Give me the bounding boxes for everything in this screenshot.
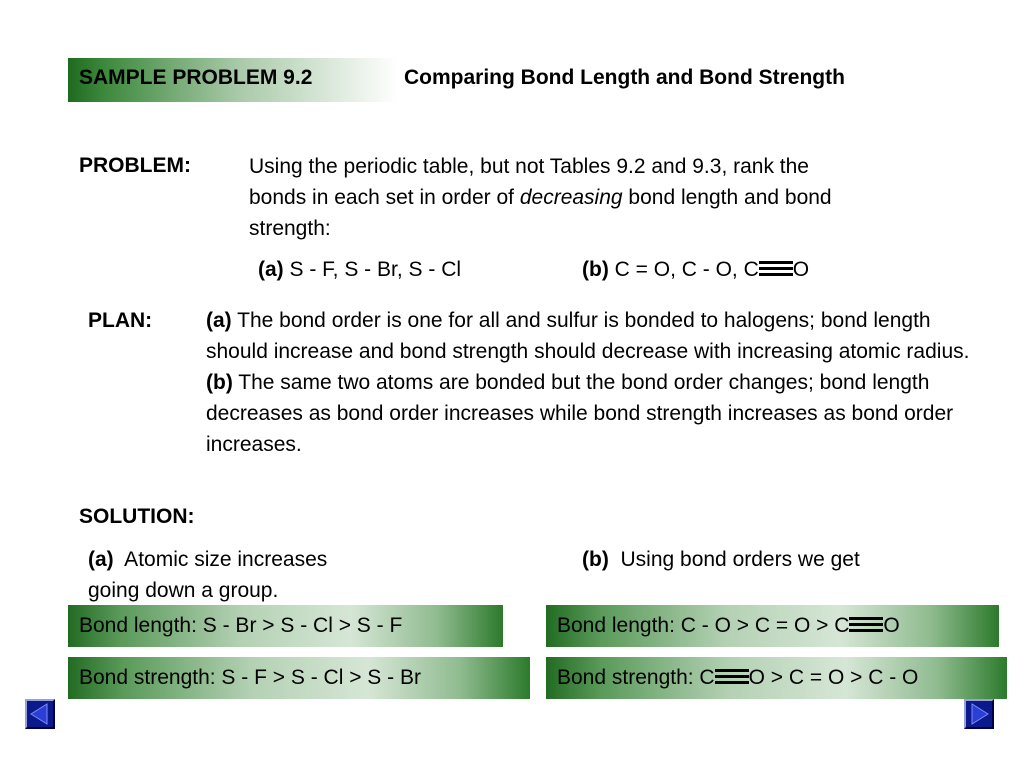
- problem-line-1: Using the periodic table, but not Tables 9.2 and 9.3, rank the: [249, 155, 809, 178]
- bond-length-b-box: [546, 605, 999, 647]
- problem-part-a: [258, 254, 461, 285]
- triple-bond-icon: [759, 258, 793, 278]
- solution-a-text: Atomic size increases: [113, 548, 328, 571]
- previous-slide-button[interactable]: [25, 699, 55, 729]
- plan-label: PLAN:: [88, 309, 153, 332]
- solution-b: [582, 544, 860, 575]
- plan-text-b: The same two atoms are bonded but the bond order changes; bond length decreases as bond order increases while bond strength increases as bond order increases.: [206, 371, 954, 456]
- part-b-end: O: [792, 258, 810, 281]
- bond-strength-a-box: Bond strength: S - F > S - Cl > S - Br: [68, 657, 530, 699]
- problem-line-2-end: bond length and bond: [622, 186, 832, 209]
- bond-strength-b-end: O > C = O > C - O: [748, 666, 919, 689]
- part-a-text: S - F, S - Br, S - Cl: [283, 258, 462, 281]
- part-a-label: (a): [258, 258, 284, 281]
- triple-bond-icon: [715, 666, 749, 686]
- plan-a-label: (a): [206, 309, 232, 332]
- right-triangle-icon: [966, 701, 992, 727]
- solution-a-line-2: going down a group.: [88, 579, 279, 602]
- problem-line-2-start: bonds in each set in order of: [249, 186, 520, 209]
- bond-length-a-box: Bond length: S - Br > S - Cl > S - F: [68, 605, 503, 647]
- solution-b-text: Using bond orders we get: [608, 548, 860, 571]
- problem-part-b: [582, 254, 809, 285]
- problem-line-2: [249, 182, 989, 213]
- problem-number: SAMPLE PROBLEM 9.2: [79, 66, 313, 89]
- bond-length-b-text: Bond length: C - O > C = O > C: [557, 614, 850, 637]
- solution-b-label: (b): [582, 548, 609, 571]
- problem-emphasis: decreasing: [519, 186, 623, 209]
- left-triangle-icon: [27, 701, 53, 727]
- problem-label: PROBLEM:: [79, 154, 191, 177]
- solution-a-label: (a): [88, 548, 114, 571]
- page-title: Comparing Bond Length and Bond Strength: [404, 66, 845, 89]
- next-slide-button[interactable]: [964, 699, 994, 729]
- part-b-label: (b): [582, 258, 609, 281]
- bond-length-b-end: O: [883, 614, 900, 637]
- plan-b-label: (b): [206, 371, 233, 394]
- problem-line-3: strength:: [249, 217, 331, 240]
- problem-text: [249, 151, 989, 244]
- solution-label: SOLUTION:: [79, 505, 195, 528]
- part-b-text: C = O, C - O, C: [608, 258, 759, 281]
- plan-text: [206, 305, 974, 460]
- bond-strength-b-box: [546, 657, 1007, 699]
- triple-bond-icon: [849, 614, 883, 634]
- plan-text-a: The bond order is one for all and sulfur is bonded to halogens; bond length should increase and bond strength should decrease with increasing atomic radius.: [206, 309, 970, 363]
- solution-a: [88, 544, 327, 575]
- bond-strength-b-text: Bond strength: C: [557, 666, 715, 689]
